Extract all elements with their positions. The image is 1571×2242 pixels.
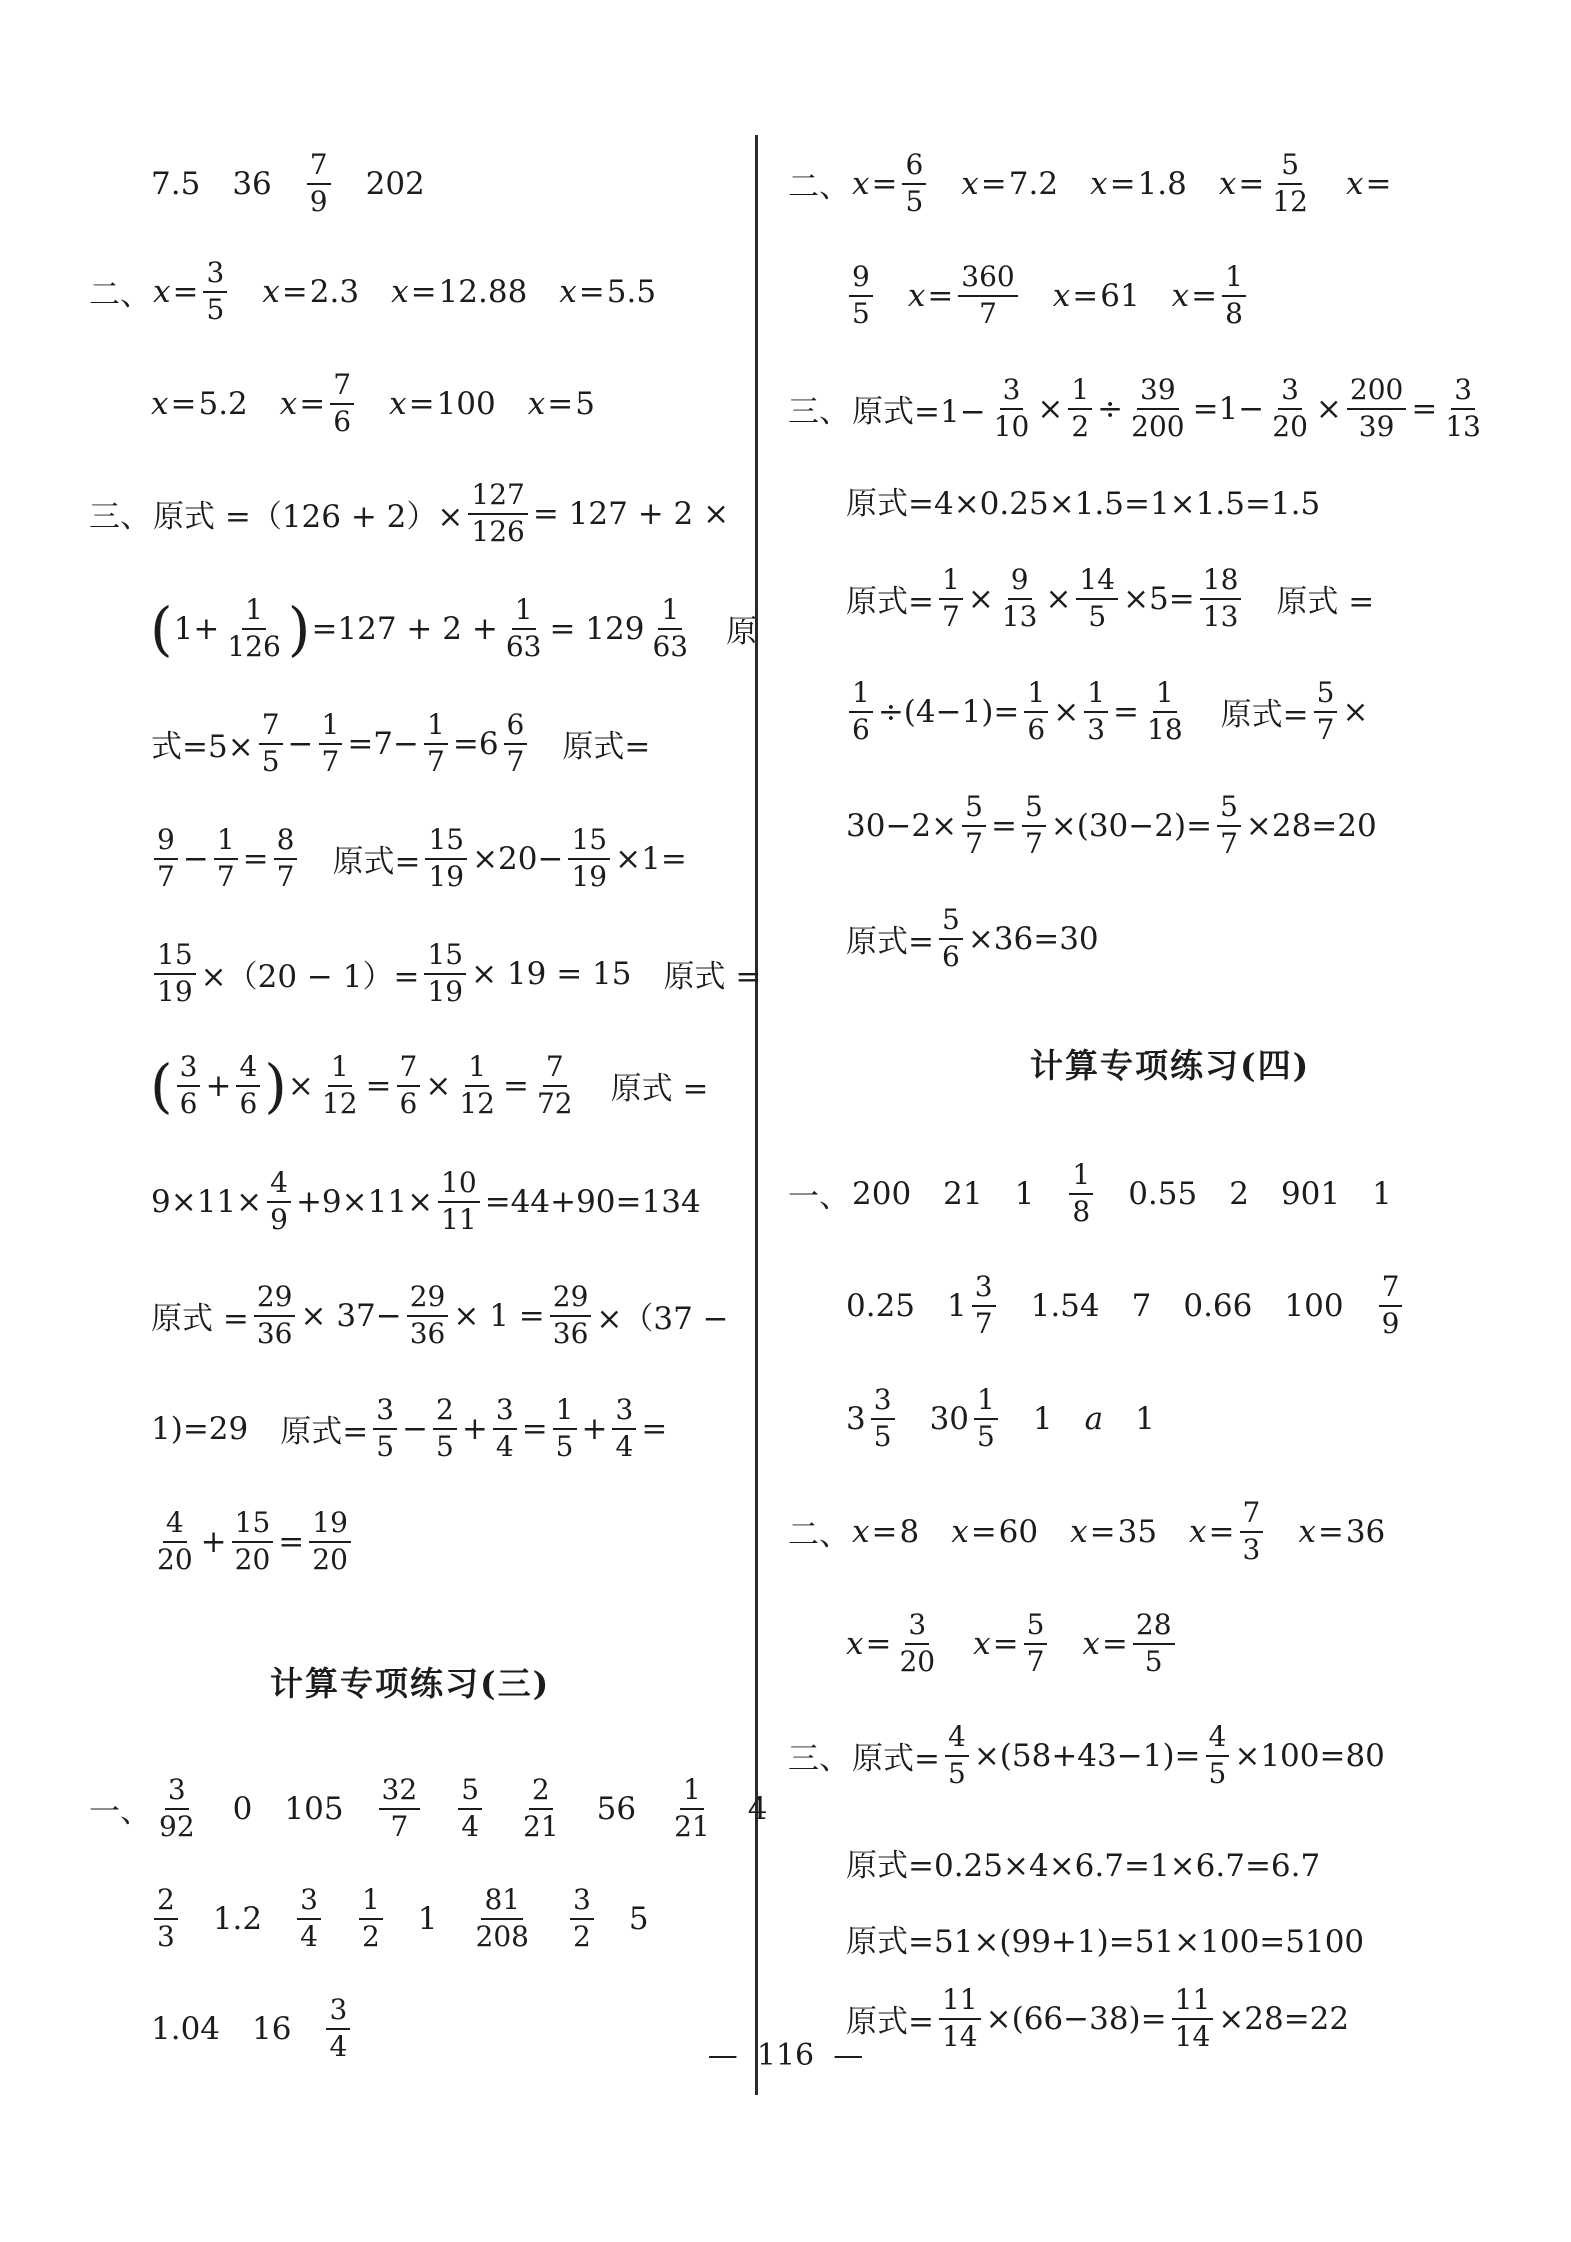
section-label: 二、 bbox=[788, 169, 850, 206]
practice-4-row-2: 0.25 1 $\frac{3}{7}$ 1.54 7 0.66 100 $\frac{7}{9}$ bbox=[845, 1272, 1406, 1340]
fraction: $\frac{9}{7}$ bbox=[154, 825, 178, 893]
answer-row bbox=[150, 150, 426, 218]
fraction: $\frac{4}{9}$ bbox=[267, 1168, 291, 1236]
fraction: $\frac{1}{7}$ bbox=[939, 565, 963, 633]
fraction: $\frac{1}{2}$ bbox=[359, 1885, 383, 1953]
fraction: $\frac{3}{20}$ bbox=[1272, 373, 1308, 443]
fraction: $\frac{6}{5}$ bbox=[902, 150, 926, 218]
right-section-three-line-6: 原式= $\frac{5}{6}$ ×36=30 bbox=[846, 903, 1099, 973]
fraction: $\frac{5}{7}$ bbox=[962, 792, 986, 860]
practice-4-section-two-row-2: x = $\frac{3}{20}$ x = $\frac{5}{7}$ x = $\frac{28}{5}$ bbox=[845, 1610, 1179, 1678]
fraction: $\frac{4}{6}$ bbox=[236, 1052, 260, 1120]
right-section-two-row-2: $\frac{9}{5}$ x = $\frac{360}{7}$ x = 61 x = $\frac{1}{8}$ bbox=[845, 262, 1250, 330]
section-label: 一、 bbox=[89, 1794, 151, 1831]
value: 36 bbox=[232, 165, 272, 202]
fraction: $\frac{32}{7}$ bbox=[379, 1775, 421, 1843]
fraction: $\frac{8}{7}$ bbox=[274, 825, 298, 893]
value: 202 bbox=[365, 165, 425, 202]
practice-4-row-1: 一、 200 21 1 $\frac{1}{8}$ 0.55 2 901 1 bbox=[788, 1158, 1392, 1228]
fraction: $\frac{28}{5}$ bbox=[1133, 1610, 1175, 1678]
section-label: 三、 bbox=[89, 499, 151, 536]
fraction: $\frac{3}{10}$ bbox=[993, 373, 1030, 443]
section-three-line-4: $\frac{9}{7}$ − $\frac{1}{7}$ = $\frac{8}{7}$ 原式= $\frac{15}{19}$ ×20− $\frac{15}{19}$ ×1= bbox=[150, 825, 688, 893]
fraction: $\frac{11}{14}$ bbox=[939, 1985, 981, 2053]
fraction: $\frac{7}{9}$ bbox=[307, 150, 331, 218]
fraction: $\frac{1}{21}$ bbox=[674, 1773, 710, 1843]
fraction: $\frac{3}{5}$ bbox=[203, 258, 227, 326]
fraction: $\frac{39}{200}$ bbox=[1131, 373, 1185, 443]
fraction: $\frac{4}{20}$ bbox=[157, 1506, 193, 1576]
fraction: $\frac{15}{19}$ bbox=[568, 825, 610, 893]
page-number: — 116 — bbox=[707, 2038, 864, 2073]
fraction: $\frac{3}{7}$ bbox=[972, 1272, 996, 1340]
fraction: $\frac{1}{2}$ bbox=[1068, 375, 1092, 443]
section-label: 三、 bbox=[788, 394, 850, 431]
fraction: $\frac{5}{7}$ bbox=[1022, 792, 1046, 860]
fraction: $\frac{14}{5}$ bbox=[1076, 565, 1118, 633]
fraction: $\frac{5}{12}$ bbox=[1272, 148, 1308, 218]
fraction: $\frac{1}{3}$ bbox=[1084, 678, 1108, 746]
practice-4-section-two-row-1: 二、 x = 8 x = 60 x = 35 x = $\frac{7}{3}$ x = 36 bbox=[788, 1496, 1386, 1566]
fraction: $\frac{81}{208}$ bbox=[475, 1883, 529, 1953]
fraction: $\frac{11}{14}$ bbox=[1172, 1985, 1214, 2053]
fraction: $\frac{2}{3}$ bbox=[154, 1885, 178, 1953]
fraction: $\frac{29}{36}$ bbox=[407, 1282, 449, 1350]
fraction: $\frac{1}{12}$ bbox=[459, 1050, 495, 1120]
right-section-two-row-1: 二、 x = $\frac{6}{5}$ x = 7.2 x = 1.8 x = $\frac{5}{12}$ x = bbox=[788, 148, 1392, 218]
fraction: $\frac{1}{63}$ bbox=[652, 593, 689, 663]
fraction: $\frac{1}{12}$ bbox=[321, 1050, 358, 1120]
practice-3-row-2: $\frac{2}{3}$ 1.2 $\frac{3}{4}$ $\frac{1}{2}$ 1 $\frac{81}{208}$ $\frac{3}{2}$ 5 bbox=[150, 1885, 650, 1953]
section-three-line-8: 原式 = $\frac{29}{36}$ × 37− $\frac{29}{36}$ × 1 = $\frac{29}{36}$ ×（37 − bbox=[151, 1280, 729, 1350]
fraction: $\frac{1}{6}$ bbox=[849, 678, 873, 746]
fraction: $\frac{1}{7}$ bbox=[424, 710, 448, 778]
practice-4-section-three-line-2: 原式=0.25×4×6.7=1×6.7=6.7 bbox=[846, 1848, 1321, 1884]
fraction: $\frac{3}{20}$ bbox=[899, 1608, 936, 1678]
fraction: $\frac{9}{13}$ bbox=[1001, 563, 1038, 633]
value: 7.5 bbox=[151, 165, 201, 202]
practice-4-section-three-line-4: 原式= $\frac{11}{14}$ ×(66−38)= $\frac{11}{14}$ ×28=22 bbox=[846, 1983, 1350, 2053]
fraction: $\frac{29}{36}$ bbox=[550, 1282, 592, 1350]
heading-practice-4: 计算专项练习(四) bbox=[1030, 1046, 1311, 1085]
section-three-line-1: 三、 原式 =（126 + 2）× $\frac{127}{126}$ = 127 + 2 × bbox=[89, 478, 730, 548]
fraction: $\frac{1}{7}$ bbox=[214, 825, 238, 893]
section-three-line-5: $\frac{15}{19}$ ×（20 − 1）= $\frac{15}{19}$ × 19 = 15 原式 = bbox=[150, 940, 762, 1008]
section-label: 一、 bbox=[788, 1179, 850, 1216]
fraction: $\frac{5}{4}$ bbox=[458, 1775, 482, 1843]
section-three-line-10: $\frac{4}{20}$ + $\frac{15}{20}$ = $\frac{19}{20}$ bbox=[150, 1508, 355, 1576]
fraction: $\frac{1}{18}$ bbox=[1147, 676, 1183, 746]
section-three-line-6: ( $\frac{3}{6}$ + $\frac{4}{6}$ ) × $\frac{1}{12}$ = $\frac{7}{6}$ × $\frac{1}{12}$ = $\frac{7}{72}$ 原式 = bbox=[150, 1050, 709, 1120]
fraction: $\frac{360}{7}$ bbox=[958, 262, 1017, 330]
right-section-three-line-3: 原式= $\frac{1}{7}$ × $\frac{9}{13}$ × $\frac{14}{5}$ ×5= $\frac{18}{13}$ 原式 = bbox=[846, 563, 1375, 633]
heading-practice-3: 计算专项练习(三) bbox=[270, 1664, 551, 1703]
fraction: $\frac{10}{11}$ bbox=[438, 1168, 480, 1236]
fraction: $\frac{3}{13}$ bbox=[1445, 373, 1481, 443]
fraction: $\frac{3}{4}$ bbox=[326, 1995, 350, 2063]
fraction: $\frac{4}{5}$ bbox=[945, 1722, 969, 1790]
fraction: $\frac{15}{20}$ bbox=[232, 1508, 274, 1576]
fraction: $\frac{7}{6}$ bbox=[330, 370, 354, 438]
right-section-three-line-1: 三、 原式=1− $\frac{3}{10}$ × $\frac{1}{2}$ ÷ $\frac{39}{200}$ =1− $\frac{3}{20}$ × $\frac{200}{39}$ = $\frac{3}{13}$ bbox=[787, 375, 1488, 443]
fraction: $\frac{2}{5}$ bbox=[433, 1395, 457, 1463]
section-two-row-1: 二、 x = $\frac{3}{5}$ x = 2.3 x = 12.88 x = 5.5 bbox=[89, 256, 657, 326]
practice-4-row-3: 3 $\frac{3}{5}$ 30 $\frac{1}{5}$ 1 a 1 bbox=[846, 1383, 1155, 1453]
fraction: $\frac{19}{20}$ bbox=[309, 1508, 351, 1576]
section-three-line-9: 1)=29 原式= $\frac{3}{5}$ − $\frac{2}{5}$ + $\frac{3}{4}$ = $\frac{1}{5}$ + $\frac{3}{4}$ = bbox=[151, 1393, 668, 1463]
section-three-line-3: 式=5× $\frac{7}{5}$ − $\frac{1}{7}$ =7− $\frac{1}{7}$ =6 $\frac{6}{7}$ 原式= bbox=[151, 708, 651, 778]
practice-4-section-three-line-3: 原式=51×(99+1)=51×100=5100 bbox=[846, 1924, 1365, 1960]
fraction: $\frac{127}{126}$ bbox=[468, 480, 527, 548]
fraction: $\frac{4}{5}$ bbox=[1206, 1722, 1230, 1790]
fraction: $\frac{200}{39}$ bbox=[1347, 375, 1406, 443]
section-two-row-2: x = 5.2 x = $\frac{7}{6}$ x = 100 x = 5 bbox=[151, 368, 595, 438]
section-three-line-2: ( 1+ $\frac{1}{126}$ ) =127 + 2 + $\frac{1}{63}$ = 129 $\frac{1}{63}$ 原 bbox=[150, 593, 758, 663]
fraction: $\frac{1}{7}$ bbox=[319, 710, 343, 778]
fraction: $\frac{1}{5}$ bbox=[974, 1385, 998, 1453]
fraction: $\frac{3}{5}$ bbox=[373, 1395, 397, 1463]
practice-4-section-three-line-1: 三、 原式= $\frac{4}{5}$ ×(58+43−1)= $\frac{4}{5}$ ×100=80 bbox=[788, 1720, 1385, 1790]
right-section-three-line-5: 30−2× $\frac{5}{7}$ = $\frac{5}{7}$ ×(30−2)= $\frac{5}{7}$ ×28=20 bbox=[846, 790, 1377, 860]
fraction: $\frac{18}{13}$ bbox=[1200, 565, 1242, 633]
fraction: $\frac{5}{7}$ bbox=[1217, 792, 1241, 860]
fraction: $\frac{1}{126}$ bbox=[227, 593, 281, 663]
fraction: $\frac{1}{6}$ bbox=[1024, 678, 1048, 746]
fraction: $\frac{7}{72}$ bbox=[536, 1050, 573, 1120]
fraction: $\frac{7}{3}$ bbox=[1240, 1498, 1264, 1566]
fraction: $\frac{29}{36}$ bbox=[254, 1282, 296, 1350]
practice-3-row-1: 一、 $\frac{3}{92}$ 0 105 $\frac{32}{7}$ $\frac{5}{4}$ $\frac{2}{21}$ 56 $\frac{1}{21}$ 4 bbox=[89, 1773, 768, 1843]
fraction: $\frac{1}{5}$ bbox=[553, 1395, 577, 1463]
fraction: $\frac{15}{19}$ bbox=[424, 940, 466, 1008]
fraction: $\frac{3}{4}$ bbox=[297, 1885, 321, 1953]
fraction: $\frac{1}{8}$ bbox=[1069, 1160, 1093, 1228]
fraction: $\frac{5}{6}$ bbox=[939, 905, 963, 973]
section-three-line-7: 9×11× $\frac{4}{9}$ +9×11× $\frac{10}{11}$ =44+90=134 bbox=[151, 1166, 701, 1236]
fraction: $\frac{1}{8}$ bbox=[1222, 262, 1246, 330]
fraction: $\frac{7}{5}$ bbox=[259, 710, 283, 778]
section-label: 二、 bbox=[89, 277, 151, 314]
fraction: $\frac{3}{92}$ bbox=[159, 1773, 195, 1843]
right-section-three-line-2: 原式=4×0.25×1.5=1×1.5=1.5 bbox=[846, 486, 1321, 522]
right-section-three-line-4: $\frac{1}{6}$ ÷(4−1)= $\frac{1}{6}$ × $\frac{1}{3}$ = $\frac{1}{18}$ 原式= $\frac{5}{7}$ × bbox=[845, 678, 1369, 746]
fraction: $\frac{2}{21}$ bbox=[523, 1773, 559, 1843]
fraction: $\frac{3}{5}$ bbox=[871, 1385, 895, 1453]
fraction: $\frac{3}{4}$ bbox=[612, 1395, 636, 1463]
fraction: $\frac{3}{2}$ bbox=[570, 1885, 594, 1953]
fraction: $\frac{6}{7}$ bbox=[504, 710, 528, 778]
fraction: $\frac{1}{63}$ bbox=[505, 593, 542, 663]
section-label: 三、 bbox=[788, 1741, 850, 1778]
fraction: $\frac{3}{4}$ bbox=[493, 1395, 517, 1463]
fraction: $\frac{5}{7}$ bbox=[1024, 1610, 1048, 1678]
fraction: $\frac{15}{19}$ bbox=[425, 825, 467, 893]
section-label: 二、 bbox=[788, 1517, 850, 1554]
fraction: $\frac{9}{5}$ bbox=[849, 262, 873, 330]
fraction: $\frac{7}{6}$ bbox=[397, 1052, 421, 1120]
fraction: $\frac{15}{19}$ bbox=[154, 940, 196, 1008]
fraction: $\frac{7}{9}$ bbox=[1379, 1272, 1403, 1340]
fraction: $\frac{5}{7}$ bbox=[1314, 678, 1338, 746]
fraction: $\frac{3}{6}$ bbox=[177, 1052, 201, 1120]
practice-3-row-3: 1.04 16 $\frac{3}{4}$ bbox=[150, 1995, 354, 2063]
